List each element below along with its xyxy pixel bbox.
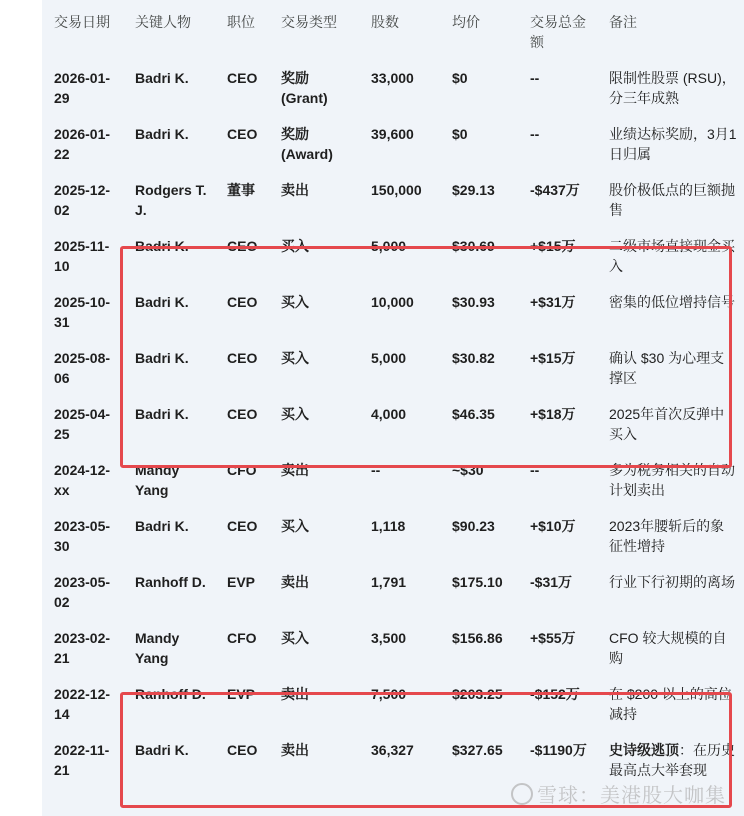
cell-total: +$15万 [530, 350, 576, 366]
cell-person: Badri K. [135, 406, 189, 422]
cell-person: Badri K. [135, 238, 189, 254]
cell-note [597, 112, 744, 168]
note-emphasis: 史诗级逃顶 [609, 742, 679, 758]
insider-trades-table [42, 0, 744, 784]
note-text: 限制性股票 (RSU)，分三年成熟 [609, 70, 736, 106]
cell-total: +$55万 [530, 630, 576, 646]
cell-total: -- [530, 70, 540, 86]
cell-position: CFO [227, 462, 257, 478]
note-text: CFO 较大规模的自购 [609, 630, 727, 666]
cell-type: 卖出 [281, 574, 309, 590]
table-row [42, 56, 744, 112]
cell-price: $327.65 [452, 742, 503, 758]
cell-person: Ranhoff D. [135, 574, 206, 590]
cell-note [597, 504, 744, 560]
note-text: 2025年首次反弹中买入 [609, 406, 725, 442]
cell-position: EVP [227, 686, 256, 702]
cell-total: -$31万 [530, 574, 573, 590]
cell-person: Rodgers T. J. [135, 182, 207, 218]
header-note: 备注 [609, 14, 637, 30]
table-row [42, 616, 744, 672]
cell-price: $0 [452, 126, 468, 142]
header-total: 交易总金额 [530, 14, 586, 50]
cell-type: 买入 [281, 406, 309, 422]
note-text: 在 $200 以上的高位减持 [609, 686, 732, 722]
note-text: 多为税务相关的自动计划卖出 [609, 462, 735, 498]
note-text: 业绩达标奖励，3月1日归属 [609, 126, 737, 162]
cell-position: CEO [227, 238, 258, 254]
cell-date: 2022-12-14 [54, 686, 111, 722]
cell-date: 2026-01-22 [54, 126, 111, 162]
cell-shares: 4,000 [371, 406, 407, 422]
header-price: 均价 [452, 14, 480, 30]
cell-shares: 150,000 [371, 182, 422, 198]
header-type: 交易类型 [281, 14, 337, 30]
cell-price: $30.69 [452, 238, 495, 254]
cell-shares: 5,000 [371, 350, 407, 366]
cell-total: -- [530, 462, 540, 478]
cell-type: 卖出 [281, 742, 309, 758]
cell-position: CEO [227, 294, 258, 310]
cell-note [597, 392, 744, 448]
cell-type: 买入 [281, 350, 309, 366]
cell-type: 买入 [281, 630, 309, 646]
cell-date: 2025-04-25 [54, 406, 111, 442]
cell-note [597, 56, 744, 112]
cell-price: $90.23 [452, 518, 495, 534]
cell-note [597, 728, 744, 784]
cell-position: CFO [227, 630, 257, 646]
cell-total: +$10万 [530, 518, 576, 534]
table-row [42, 392, 744, 448]
cell-position: CEO [227, 350, 258, 366]
watermark-text: 雪球：美港股大咖集 [537, 783, 726, 807]
header-shares: 股数 [371, 14, 399, 30]
cell-shares: 10,000 [371, 294, 414, 310]
cell-note [597, 224, 744, 280]
cell-type: 卖出 [281, 686, 309, 702]
cell-price: $29.13 [452, 182, 495, 198]
cell-position: CEO [227, 126, 258, 142]
snowball-logo-icon [511, 783, 533, 805]
cell-price: $156.86 [452, 630, 503, 646]
cell-price: $30.93 [452, 294, 495, 310]
cell-date: 2023-02-21 [54, 630, 111, 666]
cell-person: Badri K. [135, 70, 189, 86]
cell-type: 奖励 (Grant) [281, 70, 328, 106]
cell-total: +$18万 [530, 406, 576, 422]
cell-shares: 1,118 [371, 518, 406, 534]
table-row [42, 112, 744, 168]
cell-shares: 39,600 [371, 126, 414, 142]
cell-shares: -- [371, 462, 381, 478]
cell-total: -- [530, 126, 540, 142]
cell-shares: 1,791 [371, 574, 407, 590]
cell-person: Mandy Yang [135, 462, 180, 498]
table-row [42, 336, 744, 392]
cell-date: 2025-10-31 [54, 294, 111, 330]
cell-shares: 33,000 [371, 70, 414, 86]
table-row [42, 672, 744, 728]
cell-type: 买入 [281, 518, 309, 534]
cell-date: 2026-01-29 [54, 70, 111, 106]
cell-position: 董事 [227, 182, 255, 198]
cell-position: CEO [227, 70, 258, 86]
cell-note [597, 336, 744, 392]
cell-price: $175.10 [452, 574, 503, 590]
table-row [42, 280, 744, 336]
cell-date: 2023-05-02 [54, 574, 111, 610]
cell-date: 2024-12-xx [54, 462, 111, 498]
cell-person: Badri K. [135, 518, 189, 534]
cell-total: -$1190万 [530, 742, 587, 758]
cell-total: +$31万 [530, 294, 576, 310]
note-text: 密集的低位增持信号 [609, 294, 735, 310]
note-text: 确认 $30 为心理支撑区 [609, 350, 725, 386]
cell-shares: 7,500 [371, 686, 407, 702]
cell-type: 奖励 (Award) [281, 126, 333, 162]
cell-person: Badri K. [135, 742, 189, 758]
cell-price: $203.25 [452, 686, 503, 702]
cell-note [597, 168, 744, 224]
note-text: 2023年腰斩后的象征性增持 [609, 518, 725, 554]
cell-position: CEO [227, 406, 258, 422]
table-row [42, 168, 744, 224]
cell-person: Ranhoff D. [135, 686, 206, 702]
cell-shares: 3,500 [371, 630, 407, 646]
cell-position: CEO [227, 518, 258, 534]
note-text: 股价极低点的巨额抛售 [609, 182, 735, 218]
cell-price: $0 [452, 70, 468, 86]
cell-note [597, 616, 744, 672]
cell-total: -$437万 [530, 182, 580, 198]
cell-price: $46.35 [452, 406, 495, 422]
cell-date: 2022-11-21 [54, 742, 110, 778]
cell-note [597, 448, 744, 504]
cell-total: -$152万 [530, 686, 580, 702]
header-position: 职位 [227, 14, 255, 30]
header-row [42, 0, 744, 56]
cell-shares: 5,000 [371, 238, 407, 254]
table-row [42, 224, 744, 280]
cell-person: Mandy Yang [135, 630, 180, 666]
cell-type: 买入 [281, 294, 309, 310]
cell-person: Badri K. [135, 294, 189, 310]
cell-type: 卖出 [281, 462, 309, 478]
table-row [42, 504, 744, 560]
table-row [42, 560, 744, 616]
header-person: 关键人物 [135, 14, 191, 30]
cell-note [597, 672, 744, 728]
note-text: 二级市场直接现金买入 [609, 238, 735, 274]
cell-type: 卖出 [281, 182, 309, 198]
cell-shares: 36,327 [371, 742, 414, 758]
cell-date: 2025-08-06 [54, 350, 111, 386]
note-text: ：在历史最高点大举套现 [609, 742, 735, 778]
cell-price: ~$30 [452, 462, 484, 478]
cell-position: CEO [227, 742, 258, 758]
cell-date: 2025-11-10 [54, 238, 110, 274]
cell-date: 2025-12-02 [54, 182, 111, 218]
cell-person: Badri K. [135, 126, 189, 142]
cell-price: $30.82 [452, 350, 495, 366]
cell-date: 2023-05-30 [54, 518, 111, 554]
cell-position: EVP [227, 574, 256, 590]
watermark [511, 779, 726, 808]
cell-note [597, 560, 744, 616]
header-date: 交易日期 [54, 14, 110, 30]
table-row [42, 448, 744, 504]
cell-person: Badri K. [135, 350, 189, 366]
cell-type: 买入 [281, 238, 309, 254]
cell-note [597, 280, 744, 336]
cell-total: +$15万 [530, 238, 576, 254]
table-row [42, 728, 744, 784]
note-text: 行业下行初期的离场 [609, 574, 735, 590]
